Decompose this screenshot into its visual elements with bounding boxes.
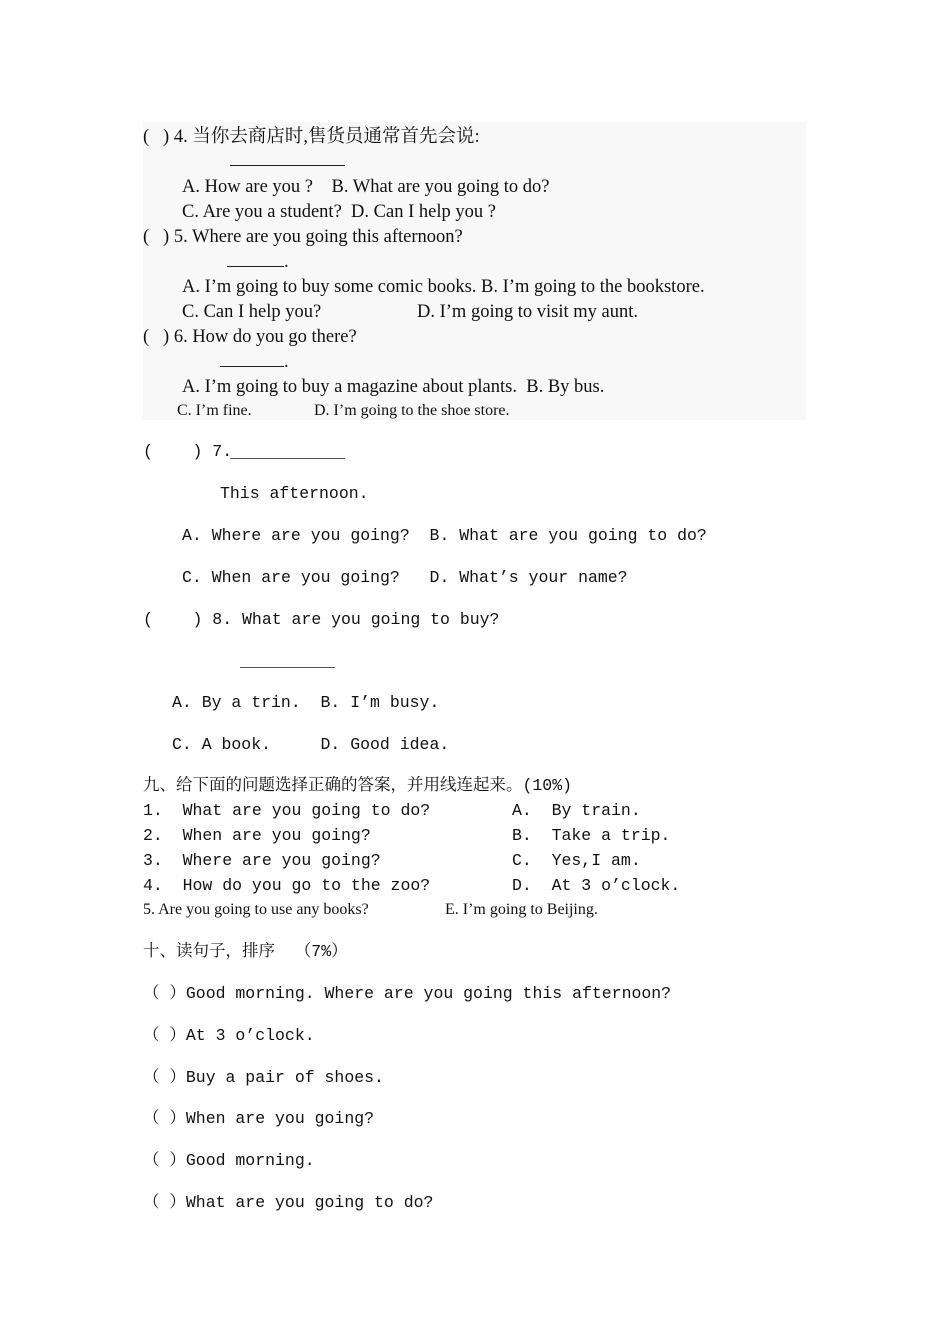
q5-option-d: D. I’m going to visit my aunt. [417,302,638,322]
q4-answer-blank[interactable] [230,152,345,171]
section9-title: 九、给下面的问题选择正确的答案，并用线连起来。(10%) [143,776,573,795]
q5-blank-period: . [284,252,289,272]
q4-options-cd: C. Are you a student? D. Can I help you ? [182,202,496,222]
section9-question-3: 3. Where are you going? [143,851,381,870]
q6-blank-period: . [284,352,289,372]
q8-options-ab: A. By a trin. B. I’m busy. [172,693,440,712]
q7-answer-text: This afternoon. [220,484,369,503]
section10-title: 十、读句子，排序 （7%） [143,942,348,961]
section10-item-3: （ ）Buy a pair of shoes. [143,1068,384,1087]
q5-answer-blank[interactable] [227,253,289,272]
section10-item-6: （ ）What are you going to do? [143,1193,434,1212]
section10-item-4: （ ）When are you going? [143,1109,375,1128]
section9-answer-d: D. At 3 o’clock. [512,876,681,895]
section9-question-1: 1. What are you going to do? [143,801,431,820]
q7-stem: ( ) 7. [143,442,233,461]
section9-question-4: 4. How do you go to the zoo? [143,876,431,895]
q8-options-cd: C. A book. D. Good idea. [172,735,450,754]
section9-question-5: 5. Are you going to use any books? [143,901,369,918]
q7-options-cd: C. When are you going? D. What’s your name? [182,568,628,587]
section10-item-1: （ ）Good morning. Where are you going this afternoon? [143,984,672,1003]
section9-answer-e: E. I’m going to Beijing. [445,901,598,918]
q5-option-c: C. Can I help you? [182,302,322,322]
q5-stem: ( ) 5. Where are you going this afternoon? [143,227,463,247]
q8-stem: ( ) 8. What are you going to buy? [143,610,500,629]
section10-item-2: （ ）At 3 o’clock. [143,1026,315,1045]
section9-answer-c: C. Yes,I am. [512,851,641,870]
q5-options-ab: A. I’m going to buy some comic books. B. I’m going to the bookstore. [182,277,705,297]
section9-answer-a: A. By train. [512,801,641,820]
section9-question-2: 2. When are you going? [143,826,371,845]
q7-answer-blank[interactable] [230,444,345,464]
q6-options-ab: A. I’m going to buy a magazine about plants. B. By bus. [182,377,605,397]
q6-option-d: D. I’m going to the shoe store. [314,402,510,419]
q6-answer-blank[interactable] [220,353,289,372]
q7-options-ab: A. Where are you going? B. What are you going to do? [182,526,707,545]
q4-options-ab: A. How are you ? B. What are you going to do? [182,177,550,197]
section10-item-5: （ ）Good morning. [143,1151,315,1170]
section9-answer-b: B. Take a trip. [512,826,671,845]
q4-stem: ( ) 4. 当你去商店时,售货员通常首先会说: [143,127,480,147]
q8-answer-blank[interactable] [240,655,335,673]
q6-option-c: C. I’m fine. [177,402,252,419]
q6-stem: ( ) 6. How do you go there? [143,327,357,347]
